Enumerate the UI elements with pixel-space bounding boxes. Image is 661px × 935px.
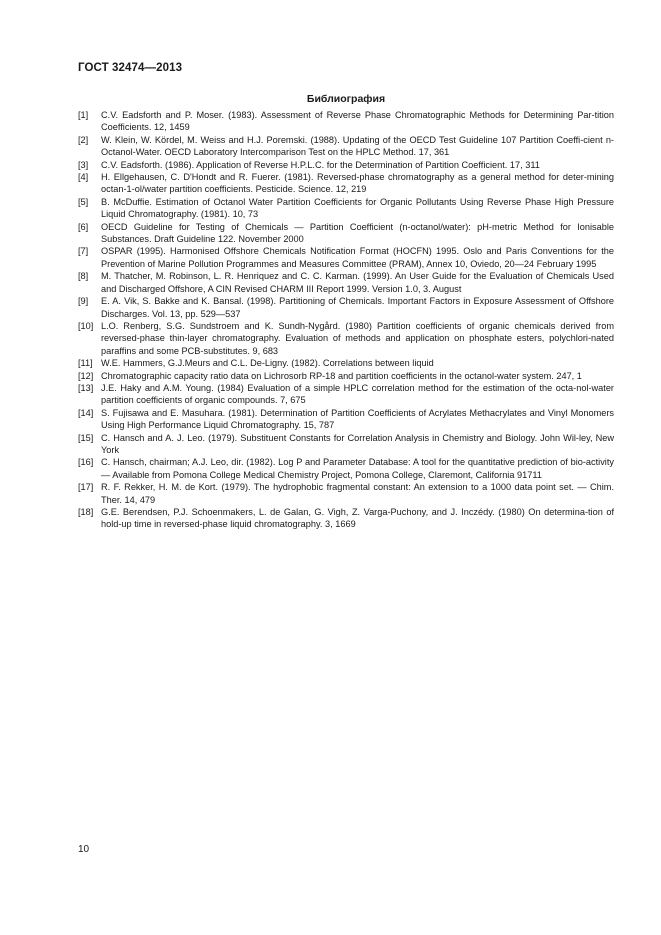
reference-item-15: [78, 432, 614, 457]
reference-number: [13]: [78, 382, 94, 393]
reference-item-1: [78, 109, 614, 134]
reference-text: C. Hansch, chairman; A.J. Leo, dir. (1982). Log P and Parameter Database: A tool for the quantitative prediction of bio-activity — Available from Pomona College Medical Chemistry Project, Pomona College, Claremont, California 91711: [101, 457, 614, 480]
reference-item-6: [78, 221, 614, 246]
reference-text: B. McDuffie. Estimation of Octanol Water Partition Coefficients for Organic Pollutants Using Reverse Phase High Pressure Liquid Chromatography. (1981). 10, 73: [101, 196, 614, 220]
reference-number: [11]: [78, 358, 93, 369]
reference-number: [2]: [78, 134, 89, 145]
reference-item-13: [78, 382, 614, 407]
reference-number: [9]: [78, 296, 89, 307]
reference-item-5: [78, 196, 614, 221]
reference-item-14: [78, 407, 614, 432]
reference-number: [15]: [78, 432, 94, 443]
reference-item-16: [78, 456, 614, 481]
reference-text: H. Ellgehausen, C. D'Hondt and R. Fuerer. (1981). Reversed-phase chromatography as a general method for deter-mining octan-1-ol/water partition coefficients. Pesticide. Science. 12, 219: [101, 172, 614, 195]
reference-text: L.O. Renberg, S.G. Sundstroem and K. Sundh-Nygård. (1980) Partition coefficients of organic chemicals derived from reversed-phase thin-layer chromatography. Evaluation of methods and application on phosphate esters, polychlori-nated paraffins and some PCB-substitutes. 9, 683: [101, 320, 614, 356]
reference-item-11: [78, 357, 614, 369]
page-number: 10: [78, 844, 90, 855]
reference-text: OECD Guideline for Testing of Chemicals — Partition Coefficient (n-octanol/water): pH-metric Method for Ionisable Substances. Draft Guideline 122. November 2000: [101, 221, 614, 245]
reference-text: G.E. Berendsen, P.J. Schoenmakers, L. de Galan, G. Vigh, Z. Varga-Puchony, and J. Inczédy. (1980) On determina-tion of hold-up time in reversed-phase liquid chromatography. 3, 1669: [101, 507, 614, 530]
reference-text: OSPAR (1995). Harmonised Offshore Chemicals Notification Format (HOCFN) 1995. Oslo and Paris Conventions for the Prevention of Marine Pollution Programmes and Measures Committee (PRAM), Annex 10, Oviedo, 20—24 February 1995: [101, 246, 614, 269]
reference-item-7: [78, 245, 614, 270]
reference-number: [1]: [78, 110, 89, 120]
reference-number: [3]: [78, 159, 89, 170]
reference-text: J.E. Haky and A.M. Young. (1984) Evaluation of a simple HPLC correlation method for the estimation of the octa-nol-water partition coefficients of organic compounds. 7, 675: [101, 382, 614, 406]
reference-text: R. F. Rekker, H. M. de Kort. (1979). The hydrophobic fragmental constant: An extension to a 1000 data point set. — Chim. Ther. 14, 479: [101, 482, 614, 505]
bibliography-list: [78, 109, 614, 531]
reference-number: [10]: [78, 320, 94, 331]
reference-text: W. Klein, W. Kördel, M. Weiss and H.J. Poremski. (1988). Updating of the OECD Test Guideline 107 Partition Coeffi-cient n-Octanol-Water. OECD Laboratory Intercomparison Test on the HPLC Method. 17, 361: [101, 134, 614, 158]
reference-item-17: [78, 481, 614, 506]
reference-item-12: [78, 370, 614, 382]
reference-number: [7]: [78, 246, 89, 257]
reference-text: C.V. Eadsforth and P. Moser. (1983). Assessment of Reverse Phase Chromatographic Methods for Determining Par-tition Coefficients. 12, 1459: [101, 110, 614, 133]
bibliography-heading: Библиография: [306, 93, 386, 105]
reference-item-4: [78, 171, 614, 196]
reference-number: [12]: [78, 370, 94, 381]
reference-item-2: [78, 134, 614, 159]
reference-text: Chromatographic capacity ratio data on Lichrosorb RP-18 and partition coefficients in the octanol-water system. 247, 1: [101, 370, 582, 381]
reference-number: [8]: [78, 271, 89, 282]
reference-item-9: [78, 295, 614, 320]
document-standard-code: ГОСТ 32474—2013: [78, 62, 183, 74]
reference-text: M. Thatcher, M. Robinson, L. R. Henriquez and C. C. Karman. (1999). An User Guide for the Evaluation of Chemicals Used and Discharged Offshore, A CIN Revised CHARM III Report 1999. Version 1.0, 3. August: [101, 271, 614, 294]
reference-number: [4]: [78, 172, 89, 183]
reference-number: [16]: [78, 457, 94, 468]
reference-number: [5]: [78, 196, 89, 207]
reference-item-3: [78, 159, 614, 171]
reference-text: S. Fujisawa and E. Masuhara. (1981). Determination of Partition Coefficients of Acrylates Methacrylates and Vinyl Monomers Using High Performance Liquid Chromatography. 15, 787: [101, 407, 614, 431]
reference-text: C.V. Eadsforth. (1986). Application of Reverse H.P.L.C. for the Determination of Partition Coefficient. 17, 311: [101, 159, 540, 170]
reference-number: [6]: [78, 221, 89, 232]
reference-item-18: [78, 506, 614, 531]
reference-text: E. A. Vik, S. Bakke and K. Bansal. (1998). Partitioning of Chemicals. Important Factors in Exposure Assessment of Offshore Discharges. Vol. 13, pp. 529—537: [101, 296, 614, 319]
reference-text: C. Hansch and A. J. Leo. (1979). Substituent Constants for Correlation Analysis in Chemistry and Biology. John Wil-ley, New York: [101, 432, 614, 455]
reference-item-8: [78, 270, 614, 295]
reference-number: [18]: [78, 507, 94, 517]
reference-text: W.E. Hammers, G.J.Meurs and C.L. De-Ligny. (1982). Correlations between liquid: [101, 358, 434, 369]
reference-number: [17]: [78, 482, 94, 493]
reference-item-10: [78, 320, 614, 357]
reference-number: [14]: [78, 407, 94, 418]
